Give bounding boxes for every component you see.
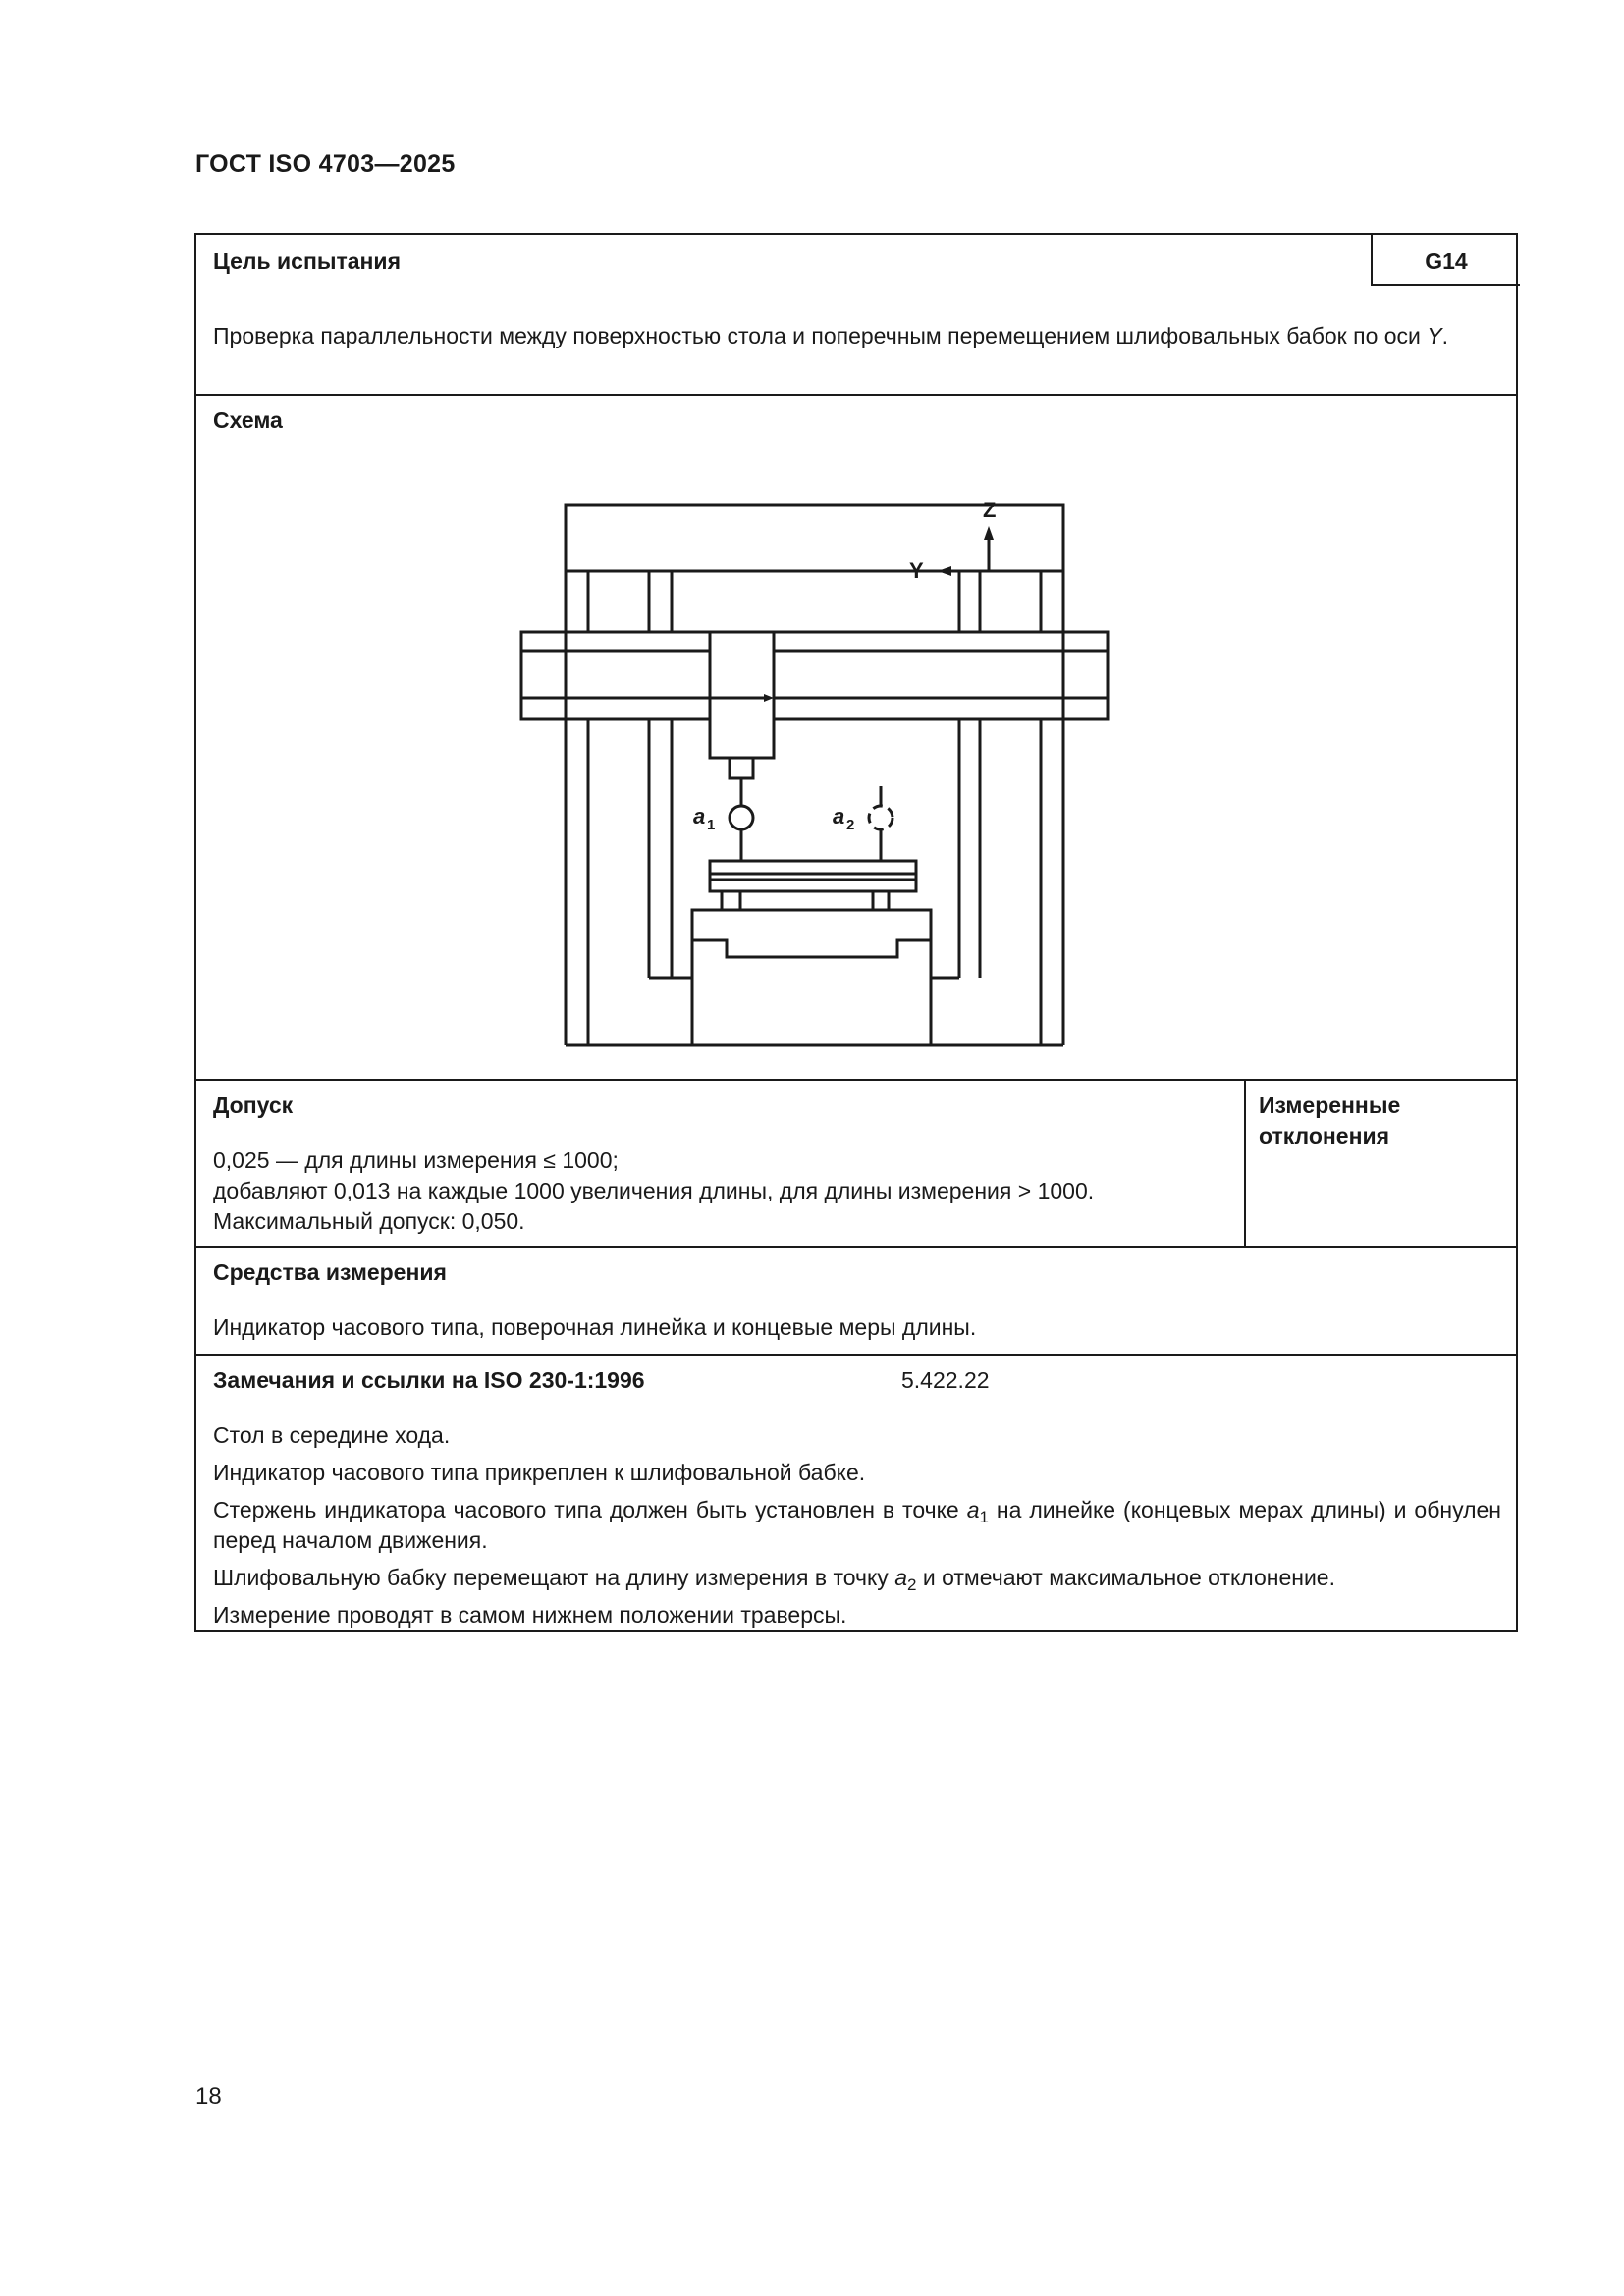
indicator-a2: [869, 806, 893, 829]
page-number: 18: [195, 2083, 222, 2109]
instruments-title: Средства измерения: [213, 1259, 447, 1285]
measured-title-line-1: Измеренные: [1259, 1093, 1401, 1118]
tolerance-line-3: Максимальный допуск: 0,050.: [213, 1208, 525, 1234]
remarks-line-3-end: на линейке (концевых мерах длины) и обнулен перед началом движения.: [213, 1497, 1502, 1553]
remarks-line-3-sub: 1: [979, 1508, 989, 1526]
point-a1-sub: 1: [707, 817, 716, 833]
measured-title-line-2: отклонения: [1259, 1123, 1390, 1148]
crossbeam: [521, 632, 1108, 719]
machine-base: [692, 910, 931, 1045]
point-a2-letter: a: [833, 804, 845, 828]
remarks-line-4-end: и отмечают максимальное отклонение.: [922, 1565, 1335, 1590]
purpose-axis: Y: [1427, 323, 1442, 348]
point-a1-letter: a: [693, 804, 706, 828]
axis-y-label: Y: [909, 559, 924, 583]
axis-y-arrow: [938, 566, 951, 576]
tolerance-line-1: 0,025 — для длины измерения ≤ 1000;: [213, 1148, 619, 1173]
row-divider-2: [196, 1079, 1516, 1081]
spindle: [730, 758, 753, 778]
remarks-line-5: Измерение проводят в самом нижнем положении траверсы.: [213, 1602, 847, 1628]
purpose-title: Цель испытания: [213, 248, 401, 274]
remarks-line-4-sub: 2: [907, 1575, 917, 1594]
straightedge: [710, 861, 916, 891]
measured-cell-divider: [1244, 1079, 1246, 1246]
test-sheet-table: [194, 233, 1518, 1632]
remarks-line-4-start: Шлифовальную бабку перемещают на длину измерения в точку: [213, 1565, 889, 1590]
axis-z-arrow: [984, 526, 994, 540]
instruments-text: Индикатор часового типа, поверочная линейка и концевые меры длины.: [213, 1314, 977, 1340]
remarks-line-4-letter: a: [894, 1565, 907, 1590]
row-divider-3: [196, 1246, 1516, 1248]
remarks-line-3: [213, 1495, 1501, 1556]
remarks-title: Замечания и ссылки на ISO 230-1:1996: [213, 1367, 645, 1393]
purpose-end: .: [1441, 323, 1449, 348]
remarks-reference: 5.422.22: [901, 1367, 990, 1393]
purpose-text-main: Проверка параллельности между поверхностью стола и поперечным перемещением шлифовальных бабок по оси: [213, 323, 1421, 348]
point-a2-sub: 2: [846, 817, 855, 833]
row-divider-4: [196, 1354, 1516, 1356]
portal-frame: [521, 505, 1108, 1045]
tolerance-line-2: добавляют 0,013 на каждые 1000 увеличения длины, для длины измерения > 1000.: [213, 1178, 1095, 1203]
tolerance-title: Допуск: [213, 1093, 294, 1118]
remarks-line-3-start: Стержень индикатора часового типа должен быть установлен в точке: [213, 1497, 959, 1522]
document-header: ГОСТ ISO 4703—2025: [195, 150, 456, 178]
remarks-line-1: Стол в середине хода.: [213, 1422, 451, 1448]
diagram-title: Схема: [213, 407, 283, 433]
remarks-line-3-letter: a: [966, 1497, 980, 1522]
indicator-a1: [730, 806, 753, 829]
test-code: G14: [1425, 248, 1468, 274]
remarks-line-4: [213, 1563, 1335, 1593]
axis-z-label: Z: [983, 498, 997, 522]
remarks-line-2: Индикатор часового типа прикреплен к шлифовальной бабке.: [213, 1460, 866, 1485]
